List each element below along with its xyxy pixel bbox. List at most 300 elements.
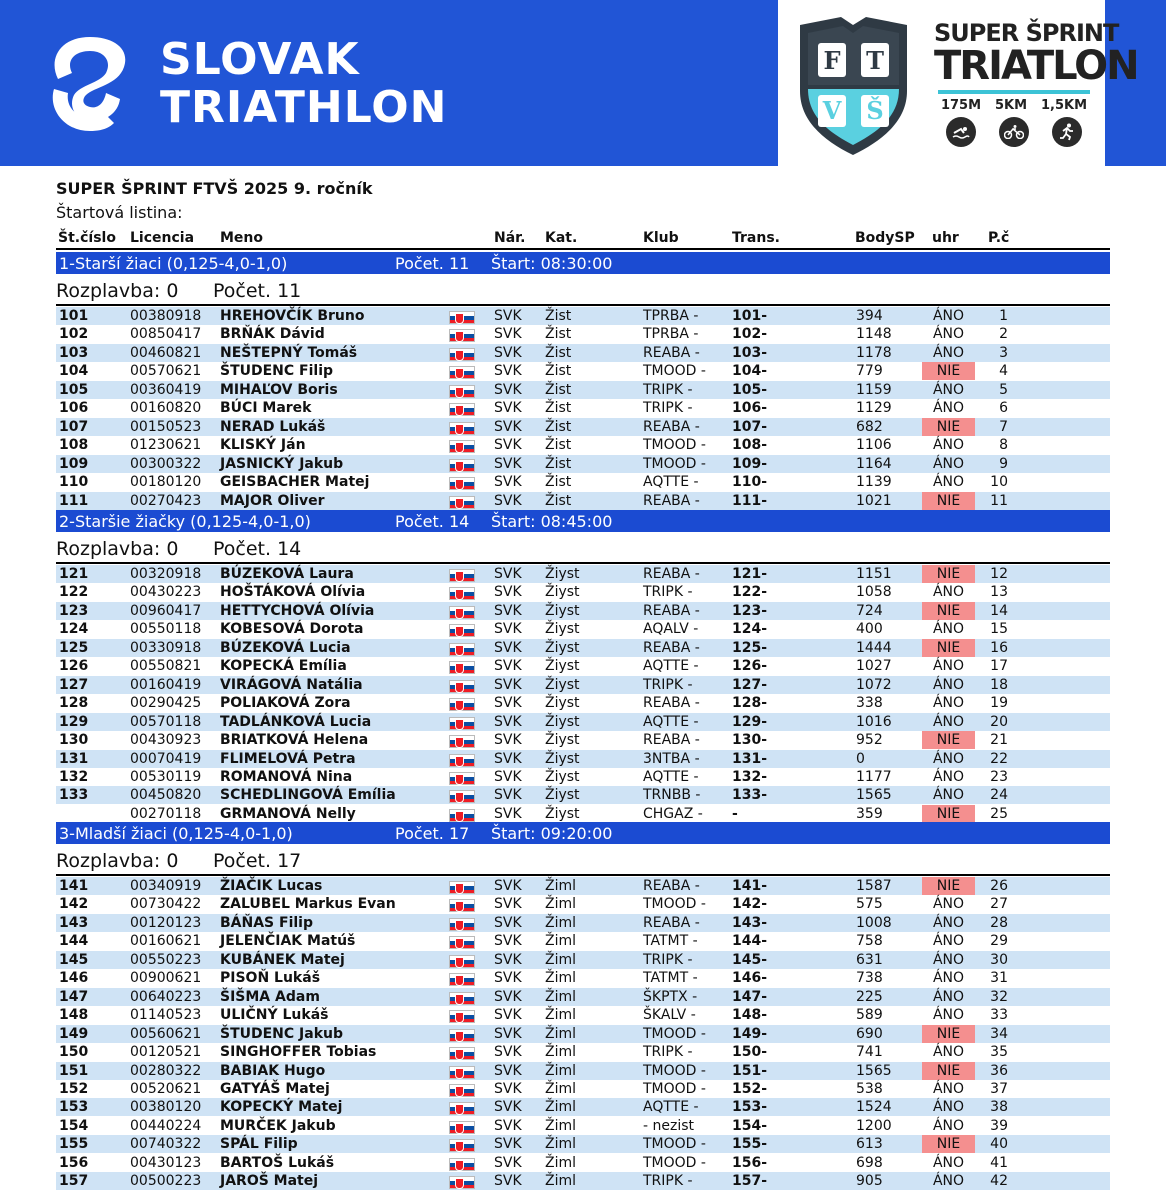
club-code: REABA - bbox=[643, 878, 700, 894]
athlete-name: PISOŇ Lukáš bbox=[220, 970, 321, 987]
club-code: CHGAZ - bbox=[643, 805, 703, 822]
points: 400 bbox=[856, 621, 883, 638]
points: 1565 bbox=[856, 787, 892, 804]
super-sprint-triatlon-logo bbox=[934, 19, 1138, 147]
slovakia-flag-icon bbox=[449, 348, 473, 359]
transition-number: 154- bbox=[732, 1117, 768, 1134]
heat-header bbox=[56, 280, 1110, 306]
paid-status: ÁNO bbox=[932, 896, 965, 913]
athlete-name: JASNICKÝ Jakub bbox=[220, 455, 344, 472]
nationality: SVK bbox=[494, 1062, 522, 1079]
club-code: TMOOD - bbox=[643, 363, 706, 380]
slovakia-flag-icon bbox=[449, 754, 473, 765]
brand-line2: TRIATHLON bbox=[160, 82, 448, 133]
category-code: Žiml bbox=[545, 1117, 577, 1134]
license-number: 00380120 bbox=[130, 1099, 202, 1116]
slovakia-flag-icon bbox=[449, 569, 473, 580]
transition-number: 152- bbox=[732, 1080, 768, 1097]
start-number: 129 bbox=[59, 713, 89, 730]
category-code: Žiyst bbox=[545, 768, 580, 785]
athlete-name: NERAD Lukáš bbox=[220, 418, 326, 435]
table-row[interactable] bbox=[56, 895, 1110, 913]
points: 1587 bbox=[856, 878, 892, 894]
table-row[interactable] bbox=[56, 1043, 1110, 1061]
transition-number: 153- bbox=[732, 1099, 768, 1116]
category-code: Žiml bbox=[545, 1062, 577, 1079]
transition-number: 130- bbox=[732, 732, 768, 749]
license-number: 00560621 bbox=[130, 1025, 202, 1042]
paid-status: ÁNO bbox=[932, 437, 965, 454]
order-number: 14 bbox=[990, 602, 1008, 619]
paid-status: ÁNO bbox=[932, 787, 965, 804]
paid-status: NIE bbox=[922, 418, 975, 436]
table-row[interactable] bbox=[56, 768, 1110, 786]
nationality: SVK bbox=[494, 695, 522, 712]
transition-number: 103- bbox=[732, 344, 768, 361]
table-row[interactable] bbox=[56, 418, 1110, 436]
table-row[interactable] bbox=[56, 399, 1110, 417]
license-number: 00120521 bbox=[130, 1044, 202, 1061]
club-code: TMOOD - bbox=[643, 437, 706, 454]
order-number: 4 bbox=[999, 363, 1008, 380]
paid-status: ÁNO bbox=[932, 914, 965, 931]
start-number: 152 bbox=[59, 1080, 89, 1097]
category-count: Počet. 11 bbox=[395, 254, 470, 273]
athlete-name: TADLÁNKOVÁ Lucia bbox=[220, 713, 372, 730]
athlete-name: KLISKÝ Ján bbox=[220, 437, 306, 454]
athlete-name: KOBESOVÁ Dorota bbox=[220, 621, 364, 638]
paid-status: ÁNO bbox=[932, 658, 965, 675]
start-number: 124 bbox=[59, 621, 89, 638]
license-number: 00430223 bbox=[130, 584, 202, 601]
paid-status: ÁNO bbox=[932, 1117, 965, 1134]
table-row[interactable] bbox=[56, 988, 1110, 1006]
club-code: TRIPK - bbox=[643, 1173, 693, 1190]
athlete-name: ZALUBEL Markus Evan bbox=[220, 896, 396, 913]
table-row[interactable] bbox=[56, 362, 1110, 380]
athlete-name: ŠTUDENC Filip bbox=[220, 363, 334, 380]
club-code: REABA - bbox=[643, 602, 700, 619]
nationality: SVK bbox=[494, 418, 522, 435]
transition-number: 145- bbox=[732, 951, 768, 968]
transition-number: 126- bbox=[732, 658, 768, 675]
paid-status: ÁNO bbox=[932, 474, 965, 491]
club-code: REABA - bbox=[643, 492, 700, 509]
table-row[interactable] bbox=[56, 1006, 1110, 1024]
transition-number: 125- bbox=[732, 639, 768, 656]
start-number: 130 bbox=[59, 732, 89, 749]
slovakia-flag-icon bbox=[449, 496, 473, 507]
points: 1148 bbox=[856, 326, 892, 343]
table-row[interactable] bbox=[56, 436, 1110, 454]
club-code: TRIPK - bbox=[643, 381, 693, 398]
category-code: Žiml bbox=[545, 914, 577, 931]
transition-number: 149- bbox=[732, 1025, 768, 1042]
nationality: SVK bbox=[494, 308, 522, 324]
athlete-name: ULIČNÝ Lukáš bbox=[220, 1007, 329, 1024]
paid-status: ÁNO bbox=[932, 326, 965, 343]
paid-status: ÁNO bbox=[932, 584, 965, 601]
table-row[interactable] bbox=[56, 1080, 1110, 1098]
order-number: 41 bbox=[990, 1154, 1008, 1171]
category-code: Žist bbox=[545, 455, 572, 472]
club-code: TMOOD - bbox=[643, 896, 706, 913]
table-row[interactable] bbox=[56, 750, 1110, 768]
slovakia-flag-icon bbox=[449, 1047, 473, 1058]
points: 1008 bbox=[856, 914, 892, 931]
start-number: 132 bbox=[59, 768, 89, 785]
slovakia-flag-icon bbox=[449, 366, 473, 377]
start-number: 146 bbox=[59, 970, 89, 987]
order-number: 22 bbox=[990, 750, 1008, 767]
transition-number: 151- bbox=[732, 1062, 768, 1079]
category-code: Žist bbox=[545, 381, 572, 398]
nationality: SVK bbox=[494, 455, 522, 472]
paid-status: NIE bbox=[922, 1135, 975, 1153]
slovakia-flag-icon bbox=[449, 698, 473, 709]
license-number: 00070419 bbox=[130, 750, 202, 767]
order-number: 26 bbox=[990, 878, 1008, 894]
points: 1021 bbox=[856, 492, 892, 509]
transition-number: 155- bbox=[732, 1136, 768, 1153]
col-header-name: Meno bbox=[220, 230, 264, 246]
club-code: TMOOD - bbox=[643, 1025, 706, 1042]
table-row[interactable] bbox=[56, 583, 1110, 601]
category-code: Žiml bbox=[545, 878, 577, 894]
nationality: SVK bbox=[494, 492, 522, 509]
license-number: 00520621 bbox=[130, 1080, 202, 1097]
table-row[interactable] bbox=[56, 1062, 1110, 1080]
points: 1159 bbox=[856, 381, 892, 398]
table-row[interactable] bbox=[56, 805, 1110, 823]
slovakia-flag-icon bbox=[449, 899, 473, 910]
slovakia-flag-icon bbox=[449, 772, 473, 783]
athlete-name: GATYÁŠ Matej bbox=[220, 1080, 330, 1097]
slovakia-flag-icon bbox=[449, 1158, 473, 1169]
category-code: Žiml bbox=[545, 1154, 577, 1171]
start-number: 151 bbox=[59, 1062, 89, 1079]
athlete-name: GEISBACHER Matej bbox=[220, 474, 370, 491]
points: 575 bbox=[856, 896, 883, 913]
start-number: 103 bbox=[59, 344, 89, 361]
category-code: Žiyst bbox=[545, 566, 580, 582]
order-number: 9 bbox=[999, 455, 1008, 472]
points: 1200 bbox=[856, 1117, 892, 1134]
slovakia-flag-icon bbox=[449, 403, 473, 414]
table-row[interactable] bbox=[56, 307, 1110, 325]
order-number: 28 bbox=[990, 914, 1008, 931]
paid-status: ÁNO bbox=[932, 933, 965, 950]
paid-status: NIE bbox=[922, 1062, 975, 1080]
paid-status: ÁNO bbox=[932, 1099, 965, 1116]
license-number: 00450820 bbox=[130, 787, 202, 804]
nationality: SVK bbox=[494, 787, 522, 804]
license-number: 00440224 bbox=[130, 1117, 202, 1134]
order-number: 25 bbox=[990, 805, 1008, 822]
club-code: TRIPK - bbox=[643, 951, 693, 968]
order-number: 40 bbox=[990, 1136, 1008, 1153]
start-number: 111 bbox=[59, 492, 89, 509]
category-code: Žist bbox=[545, 308, 572, 324]
order-number: 24 bbox=[990, 787, 1008, 804]
slovakia-flag-icon bbox=[449, 329, 473, 340]
start-number: 126 bbox=[59, 658, 89, 675]
table-row[interactable] bbox=[56, 1098, 1110, 1116]
order-number: 31 bbox=[990, 970, 1008, 987]
category-code: Žiyst bbox=[545, 676, 580, 693]
license-number: 00460821 bbox=[130, 344, 202, 361]
category-code: Žiyst bbox=[545, 658, 580, 675]
club-code: TMOOD - bbox=[643, 1154, 706, 1171]
table-row[interactable] bbox=[56, 731, 1110, 749]
license-number: 00380918 bbox=[130, 308, 202, 324]
slovakia-flag-icon bbox=[449, 606, 473, 617]
paid-status: NIE bbox=[922, 362, 975, 380]
slovakia-flag-icon bbox=[449, 790, 473, 801]
transition-number: 122- bbox=[732, 584, 768, 601]
license-number: 00430123 bbox=[130, 1154, 202, 1171]
start-number: 104 bbox=[59, 363, 89, 380]
table-row[interactable] bbox=[56, 877, 1110, 895]
points: 1444 bbox=[856, 639, 892, 656]
athlete-name: BÁŇAS Filip bbox=[220, 914, 313, 931]
ftvs-letter-v: V bbox=[822, 96, 842, 125]
start-number: 157 bbox=[59, 1173, 89, 1190]
points: 741 bbox=[856, 1044, 883, 1061]
nationality: SVK bbox=[494, 474, 522, 491]
nationality: SVK bbox=[494, 639, 522, 656]
start-number: 127 bbox=[59, 676, 89, 693]
col-header-nationality: Nár. bbox=[494, 230, 526, 246]
category-count: Počet. 17 bbox=[395, 824, 470, 843]
category-code: Žiyst bbox=[545, 695, 580, 712]
athlete-name: ŽIAČIK Lucas bbox=[220, 878, 323, 894]
table-row[interactable] bbox=[56, 657, 1110, 675]
nationality: SVK bbox=[494, 951, 522, 968]
athlete-name: BABIAK Hugo bbox=[220, 1062, 326, 1079]
license-number: 00900621 bbox=[130, 970, 202, 987]
order-number: 15 bbox=[990, 621, 1008, 638]
table-row[interactable] bbox=[56, 602, 1110, 620]
points: 1129 bbox=[856, 400, 892, 417]
start-number: 102 bbox=[59, 326, 89, 343]
category-code: Žiml bbox=[545, 1007, 577, 1024]
category-code: Žist bbox=[545, 492, 572, 509]
table-row[interactable] bbox=[56, 473, 1110, 491]
athlete-name: BÚZEKOVÁ Lucia bbox=[220, 639, 351, 656]
start-number: 101 bbox=[59, 308, 89, 324]
sst-divider bbox=[938, 90, 1090, 94]
ftvs-letter-t: T bbox=[866, 46, 884, 75]
heat-count: Počet. 11 bbox=[213, 280, 302, 302]
athlete-name: HETTYCHOVÁ Olívia bbox=[220, 602, 375, 619]
license-number: 00160621 bbox=[130, 933, 202, 950]
category-code: Žiyst bbox=[545, 602, 580, 619]
table-row[interactable] bbox=[56, 381, 1110, 399]
athlete-name: SPÁL Filip bbox=[220, 1136, 298, 1153]
order-number: 10 bbox=[990, 474, 1008, 491]
slovak-triathlon-logo bbox=[40, 24, 447, 144]
table-row[interactable] bbox=[56, 455, 1110, 473]
start-number: 121 bbox=[59, 566, 89, 582]
athlete-name: BRŇÁK Dávid bbox=[220, 326, 325, 343]
table-row[interactable] bbox=[56, 492, 1110, 510]
order-number: 12 bbox=[990, 566, 1008, 582]
transition-number: 148- bbox=[732, 1007, 768, 1024]
club-code: REABA - bbox=[643, 344, 700, 361]
club-code: TRNBB - bbox=[643, 787, 701, 804]
transition-number: - bbox=[732, 805, 738, 822]
start-number: 125 bbox=[59, 639, 89, 656]
athlete-name: KOPECKÁ Emília bbox=[220, 658, 347, 675]
start-number: 109 bbox=[59, 455, 89, 472]
club-code: TMOOD - bbox=[643, 1080, 706, 1097]
table-row[interactable] bbox=[56, 969, 1110, 987]
category-code: Žiml bbox=[545, 1080, 577, 1097]
club-code: TMOOD - bbox=[643, 1136, 706, 1153]
nationality: SVK bbox=[494, 381, 522, 398]
table-row[interactable] bbox=[56, 1172, 1110, 1190]
distance-run: 1,5KM bbox=[1040, 98, 1088, 113]
license-number: 00270118 bbox=[130, 805, 202, 822]
category-name: 3-Mladší žiaci (0,125-4,0-1,0) bbox=[59, 824, 293, 843]
start-number: 154 bbox=[59, 1117, 89, 1134]
table-row[interactable] bbox=[56, 932, 1110, 950]
slovakia-flag-icon bbox=[449, 992, 473, 1003]
table-row[interactable] bbox=[56, 620, 1110, 638]
points: 698 bbox=[856, 1154, 883, 1171]
athlete-name: HREHOVČÍK Bruno bbox=[220, 308, 365, 324]
category-code: Žiml bbox=[545, 951, 577, 968]
athlete-name: KUBÁNEK Matej bbox=[220, 951, 345, 968]
table-row[interactable] bbox=[56, 951, 1110, 969]
table-row[interactable] bbox=[56, 694, 1110, 712]
license-number: 00730422 bbox=[130, 896, 202, 913]
license-number: 00300322 bbox=[130, 455, 202, 472]
transition-number: 144- bbox=[732, 933, 768, 950]
club-code: AQTTE - bbox=[643, 474, 699, 491]
paid-status: ÁNO bbox=[932, 951, 965, 968]
table-row[interactable] bbox=[56, 325, 1110, 343]
table-row[interactable] bbox=[56, 676, 1110, 694]
category-count: Počet. 14 bbox=[395, 512, 470, 531]
distance-swim: 175M bbox=[940, 98, 982, 113]
slovakia-flag-icon bbox=[449, 809, 473, 820]
table-row[interactable] bbox=[56, 1154, 1110, 1172]
club-code: AQTTE - bbox=[643, 658, 699, 675]
points: 1027 bbox=[856, 658, 892, 675]
order-number: 23 bbox=[990, 768, 1008, 785]
slovakia-flag-icon bbox=[449, 1176, 473, 1187]
start-number: 108 bbox=[59, 437, 89, 454]
category-code: Žiml bbox=[545, 970, 577, 987]
category-bar bbox=[56, 822, 1110, 844]
table-row[interactable] bbox=[56, 639, 1110, 657]
slovakia-flag-icon bbox=[449, 440, 473, 451]
slovakia-flag-icon bbox=[449, 311, 473, 322]
transition-number: 150- bbox=[732, 1044, 768, 1061]
category-code: Žiyst bbox=[545, 621, 580, 638]
transition-number: 129- bbox=[732, 713, 768, 730]
category-code: Žiyst bbox=[545, 584, 580, 601]
nationality: SVK bbox=[494, 914, 522, 931]
table-row[interactable] bbox=[56, 565, 1110, 583]
category-start-time: Štart: 09:20:00 bbox=[491, 824, 613, 843]
nationality: SVK bbox=[494, 676, 522, 693]
table-row[interactable] bbox=[56, 713, 1110, 731]
points: 538 bbox=[856, 1080, 883, 1097]
heat-label: Rozplavba: 0 bbox=[56, 538, 179, 560]
athlete-name: BRIATKOVÁ Helena bbox=[220, 732, 369, 749]
heat-label: Rozplavba: 0 bbox=[56, 850, 179, 872]
points: 338 bbox=[856, 695, 883, 712]
slovakia-flag-icon bbox=[449, 955, 473, 966]
club-code: REABA - bbox=[643, 418, 700, 435]
license-number: 00530119 bbox=[130, 768, 202, 785]
athlete-name: FLIMELOVÁ Petra bbox=[220, 750, 356, 767]
start-number: 122 bbox=[59, 584, 89, 601]
license-number: 00960417 bbox=[130, 602, 202, 619]
category-code: Žiml bbox=[545, 988, 577, 1005]
order-number: 27 bbox=[990, 896, 1008, 913]
club-code: TRIPK - bbox=[643, 400, 693, 417]
col-header-license: Licencia bbox=[130, 230, 195, 246]
slovakia-flag-icon bbox=[449, 477, 473, 488]
transition-number: 121- bbox=[732, 566, 768, 582]
table-row[interactable] bbox=[56, 1117, 1110, 1135]
order-number: 13 bbox=[990, 584, 1008, 601]
table-row[interactable] bbox=[56, 1025, 1110, 1043]
col-header-category: Kat. bbox=[545, 230, 578, 246]
transition-number: 109- bbox=[732, 455, 768, 472]
transition-number: 123- bbox=[732, 602, 768, 619]
table-row[interactable] bbox=[56, 914, 1110, 932]
license-number: 00570118 bbox=[130, 713, 202, 730]
start-number: 147 bbox=[59, 988, 89, 1005]
table-row[interactable] bbox=[56, 1135, 1110, 1153]
paid-status: ÁNO bbox=[932, 1044, 965, 1061]
start-number: 133 bbox=[59, 787, 89, 804]
heat-header bbox=[56, 538, 1110, 564]
athlete-name: GRMANOVÁ Nelly bbox=[220, 805, 356, 822]
start-number: 150 bbox=[59, 1044, 89, 1061]
col-header-start-number: Št.číslo bbox=[58, 230, 116, 246]
transition-number: 105- bbox=[732, 381, 768, 398]
slovakia-flag-icon bbox=[449, 936, 473, 947]
slovakia-flag-icon bbox=[449, 422, 473, 433]
license-number: 00160419 bbox=[130, 676, 202, 693]
athlete-name: BÚZEKOVÁ Laura bbox=[220, 566, 354, 582]
order-number: 21 bbox=[990, 732, 1008, 749]
points: 1072 bbox=[856, 676, 892, 693]
nationality: SVK bbox=[494, 621, 522, 638]
category-code: Žiml bbox=[545, 896, 577, 913]
table-row[interactable] bbox=[56, 344, 1110, 362]
table-row[interactable] bbox=[56, 786, 1110, 804]
start-number: 123 bbox=[59, 602, 89, 619]
document-title: SUPER ŠPRINT FTVŠ 2025 9. ročník bbox=[56, 179, 373, 198]
club-code: - nezist bbox=[643, 1117, 695, 1134]
nationality: SVK bbox=[494, 805, 522, 822]
transition-number: 131- bbox=[732, 750, 768, 767]
nationality: SVK bbox=[494, 878, 522, 894]
slovakia-flag-icon bbox=[449, 643, 473, 654]
transition-number: 132- bbox=[732, 768, 768, 785]
club-code: TATMT - bbox=[643, 933, 698, 950]
transition-number: 141- bbox=[732, 878, 768, 894]
nationality: SVK bbox=[494, 732, 522, 749]
start-number: 153 bbox=[59, 1099, 89, 1116]
